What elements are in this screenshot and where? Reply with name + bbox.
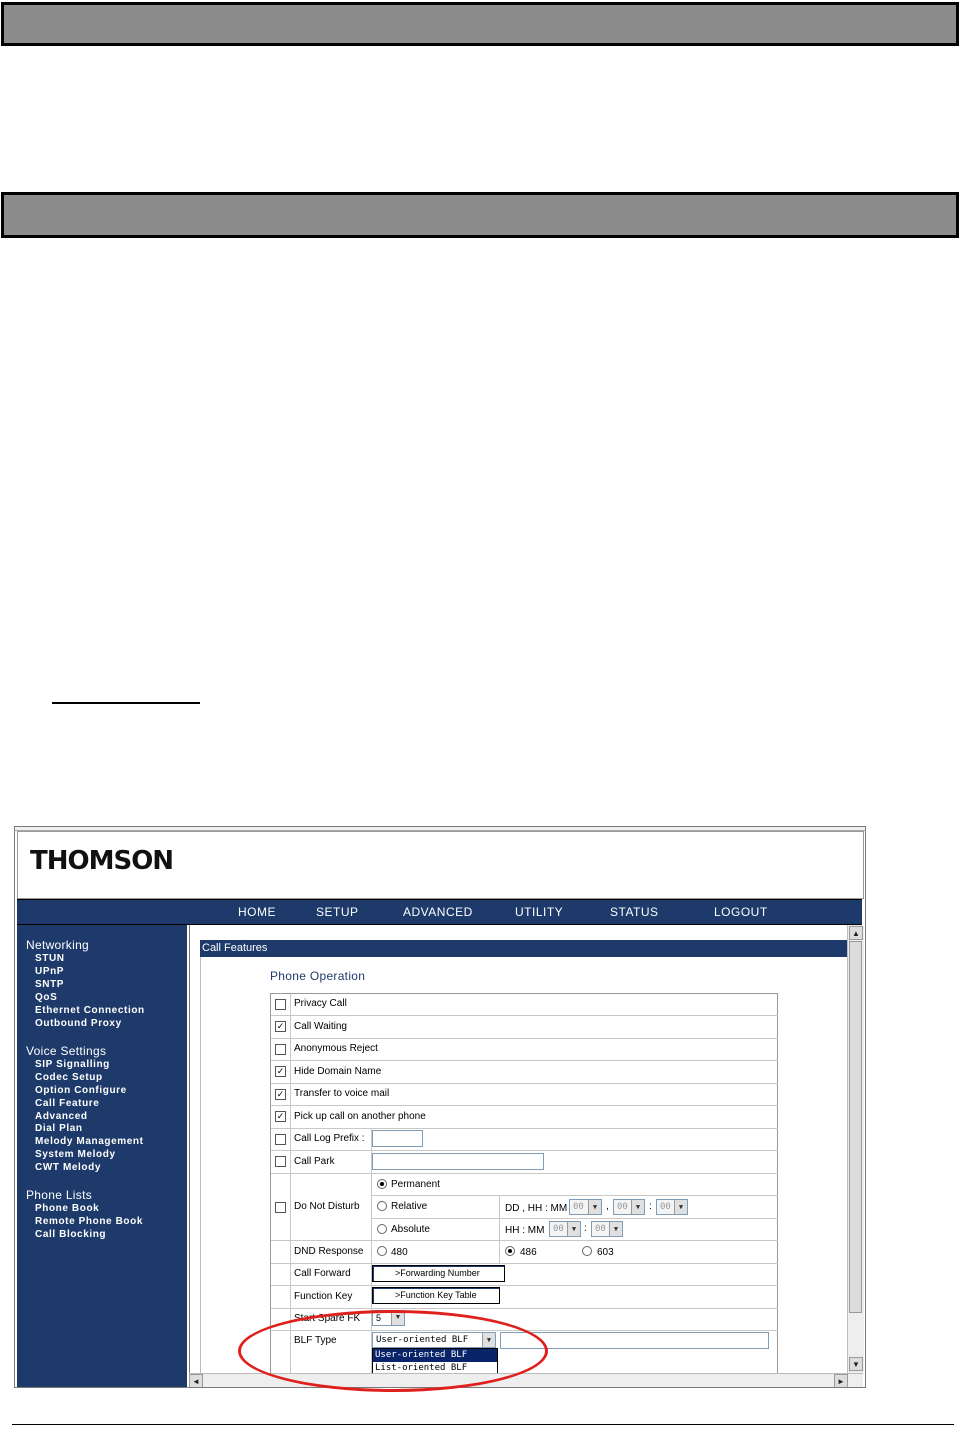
call-forward-label: Call Forward (294, 1268, 351, 1279)
call-waiting-label: Call Waiting (294, 1021, 347, 1032)
blf-type-dropdown-list[interactable] (372, 1348, 498, 1373)
transfer-voice-mail-label: Transfer to voice mail (294, 1088, 390, 1099)
call-park-input[interactable] (372, 1153, 544, 1170)
sidebar-item-call-blocking[interactable]: Call Blocking (35, 1229, 107, 1240)
forwarding-number-button[interactable]: >Forwarding Number (372, 1265, 505, 1282)
hide-domain-name-checkbox[interactable]: ✓ (276, 1066, 285, 1076)
sidebar-section-phone-lists[interactable]: Phone Lists (26, 1188, 93, 1202)
row-line (271, 1105, 778, 1106)
row-line (271, 1128, 778, 1129)
row-line (271, 1308, 778, 1309)
sidebar-section-voice[interactable]: Voice Settings (26, 1044, 107, 1058)
call-park-label: Call Park (294, 1156, 335, 1167)
scroll-right-arrow-icon[interactable]: ► (834, 1374, 848, 1388)
sidebar-item-system-melody[interactable]: System Melody (35, 1149, 116, 1160)
call-waiting-checkbox[interactable]: ✓ (276, 1021, 285, 1031)
anonymous-reject-checkbox[interactable] (275, 1044, 286, 1055)
blf-option-user-oriented[interactable]: User-oriented BLF (373, 1349, 497, 1362)
thomson-logo: THOMSON (30, 846, 174, 876)
phone-operation-title: Phone Operation (270, 969, 366, 983)
sidebar-section-networking[interactable]: Networking (26, 938, 90, 952)
scroll-up-arrow-icon[interactable]: ▲ (849, 926, 863, 940)
dnd-relative-colon: : (649, 1201, 652, 1212)
sidebar-item-codec-setup[interactable]: Codec Setup (35, 1072, 103, 1083)
vertical-scrollbar[interactable] (847, 925, 864, 1373)
call-log-prefix-input[interactable] (372, 1130, 423, 1147)
privacy-call-label: Privacy Call (294, 998, 347, 1009)
section-bar-2 (1, 192, 959, 238)
function-key-label: Function Key (294, 1291, 353, 1302)
nav-home[interactable]: HOME (238, 905, 276, 919)
dnd-absolute-label: Absolute (391, 1224, 430, 1235)
row-line (371, 1195, 778, 1196)
col-line (290, 994, 291, 1373)
sidebar-item-qos[interactable]: QoS (35, 992, 58, 1003)
sidebar-item-remote-phone-book[interactable]: Remote Phone Book (35, 1216, 143, 1227)
sidebar-item-advanced[interactable]: Advanced (35, 1111, 88, 1122)
sidebar-item-stun[interactable]: STUN (35, 953, 65, 964)
dnd-response-480-label: 480 (391, 1247, 408, 1258)
nav-utility[interactable]: UTILITY (515, 905, 564, 919)
dnd-absolute-format: HH : MM (505, 1225, 545, 1236)
sidebar-item-outbound-proxy[interactable]: Outbound Proxy (35, 1018, 122, 1029)
dnd-relative-comma: , (606, 1201, 609, 1212)
pickup-call-checkbox[interactable]: ✓ (276, 1111, 285, 1121)
dnd-response-603-label: 603 (597, 1247, 614, 1258)
blf-type-select[interactable]: User-oriented BLF ▼ (372, 1332, 496, 1348)
row-line (271, 1263, 778, 1264)
sidebar-item-call-feature[interactable]: Call Feature (35, 1098, 100, 1109)
anonymous-reject-label: Anonymous Reject (294, 1043, 378, 1054)
sidebar-item-melody-management[interactable]: Melody Management (35, 1136, 144, 1147)
row-line (271, 1285, 778, 1286)
row-line (271, 1173, 778, 1174)
blf-type-text-input[interactable] (500, 1332, 769, 1349)
vertical-scroll-thumb[interactable] (849, 941, 862, 1313)
dnd-relative-hour-select[interactable]: 00 ▼ (613, 1199, 645, 1215)
dnd-relative-minute-select[interactable]: 00 ▼ (656, 1199, 688, 1215)
dnd-response-486-label: 486 (520, 1247, 537, 1258)
nav-advanced[interactable]: ADVANCED (403, 905, 473, 919)
row-line (271, 1060, 778, 1061)
sidebar-item-phone-book[interactable]: Phone Book (35, 1203, 100, 1214)
sidebar-item-sntp[interactable]: SNTP (35, 979, 65, 990)
top-navigation (17, 899, 862, 925)
dnd-response-603-radio[interactable] (582, 1246, 592, 1256)
do-not-disturb-checkbox[interactable] (275, 1202, 286, 1213)
row-line (271, 1240, 778, 1241)
content-frame-edge (200, 957, 201, 1373)
sidebar-item-cwt-melody[interactable]: CWT Melody (35, 1162, 101, 1173)
dnd-relative-day-select[interactable]: 00 ▼ (569, 1199, 602, 1215)
call-features-header: Call Features (200, 940, 848, 957)
dnd-absolute-minute-select[interactable]: 00 ▼ (591, 1221, 623, 1237)
transfer-voice-mail-checkbox[interactable]: ✓ (276, 1089, 285, 1099)
dnd-permanent-label: Permanent (391, 1179, 440, 1190)
nav-status[interactable]: STATUS (610, 905, 659, 919)
function-key-table-button[interactable]: >Function Key Table (372, 1287, 500, 1304)
dnd-relative-radio[interactable] (377, 1201, 387, 1211)
nav-setup[interactable]: SETUP (316, 905, 359, 919)
row-line (271, 1083, 778, 1084)
row-line (271, 1330, 778, 1331)
brand-header (17, 831, 864, 899)
start-spare-fk-label: Start Spare FK (294, 1313, 361, 1324)
dnd-response-486-radio[interactable] (505, 1246, 515, 1256)
sidebar-item-ethernet[interactable]: Ethernet Connection (35, 1005, 145, 1016)
dnd-absolute-radio[interactable] (377, 1224, 387, 1234)
do-not-disturb-label: Do Not Disturb (294, 1201, 360, 1212)
privacy-call-checkbox[interactable] (275, 999, 286, 1010)
dnd-relative-label: Relative (391, 1201, 428, 1212)
nav-logout[interactable]: LOGOUT (714, 905, 768, 919)
section-bar-1 (1, 2, 959, 46)
col-line (499, 1195, 500, 1263)
blf-option-list-oriented[interactable]: List-oriented BLF (375, 1363, 468, 1373)
start-spare-fk-select[interactable]: 5 ▼ (372, 1310, 405, 1326)
blf-type-label: BLF Type (294, 1335, 337, 1346)
dnd-absolute-colon: : (584, 1223, 587, 1234)
scroll-left-arrow-icon[interactable]: ◄ (189, 1374, 203, 1388)
sidebar-item-sip-signalling[interactable]: SIP Signalling (35, 1059, 110, 1070)
footer-rule (12, 1424, 954, 1425)
dnd-absolute-hour-select[interactable]: 00 ▼ (549, 1221, 581, 1237)
horizontal-scrollbar[interactable] (189, 1373, 863, 1388)
browser-screenshot (14, 826, 866, 1388)
dnd-response-label: DND Response (294, 1246, 364, 1257)
row-line (371, 1218, 778, 1219)
sidebar-item-upnp[interactable]: UPnP (35, 966, 65, 977)
underline-rule (52, 702, 200, 704)
scroll-down-arrow-icon[interactable]: ▼ (849, 1357, 863, 1371)
sidebar (17, 925, 187, 1387)
call-log-prefix-label: Call Log Prefix : (294, 1133, 365, 1144)
main-content (189, 925, 848, 1373)
dnd-response-480-radio[interactable] (377, 1246, 387, 1256)
row-line (271, 1015, 778, 1016)
row-line (271, 1038, 778, 1039)
phone-operation-form (270, 993, 778, 1373)
sidebar-item-dial-plan[interactable]: Dial Plan (35, 1123, 83, 1134)
pickup-call-label: Pick up call on another phone (294, 1111, 426, 1122)
sidebar-item-option-configure[interactable]: Option Configure (35, 1085, 127, 1096)
hide-domain-name-label: Hide Domain Name (294, 1066, 382, 1077)
dnd-relative-format: DD , HH : MM (505, 1203, 568, 1214)
call-park-checkbox[interactable] (275, 1156, 286, 1167)
call-log-prefix-checkbox[interactable] (275, 1134, 286, 1145)
dnd-permanent-radio[interactable] (377, 1179, 387, 1189)
row-line (271, 1150, 778, 1151)
